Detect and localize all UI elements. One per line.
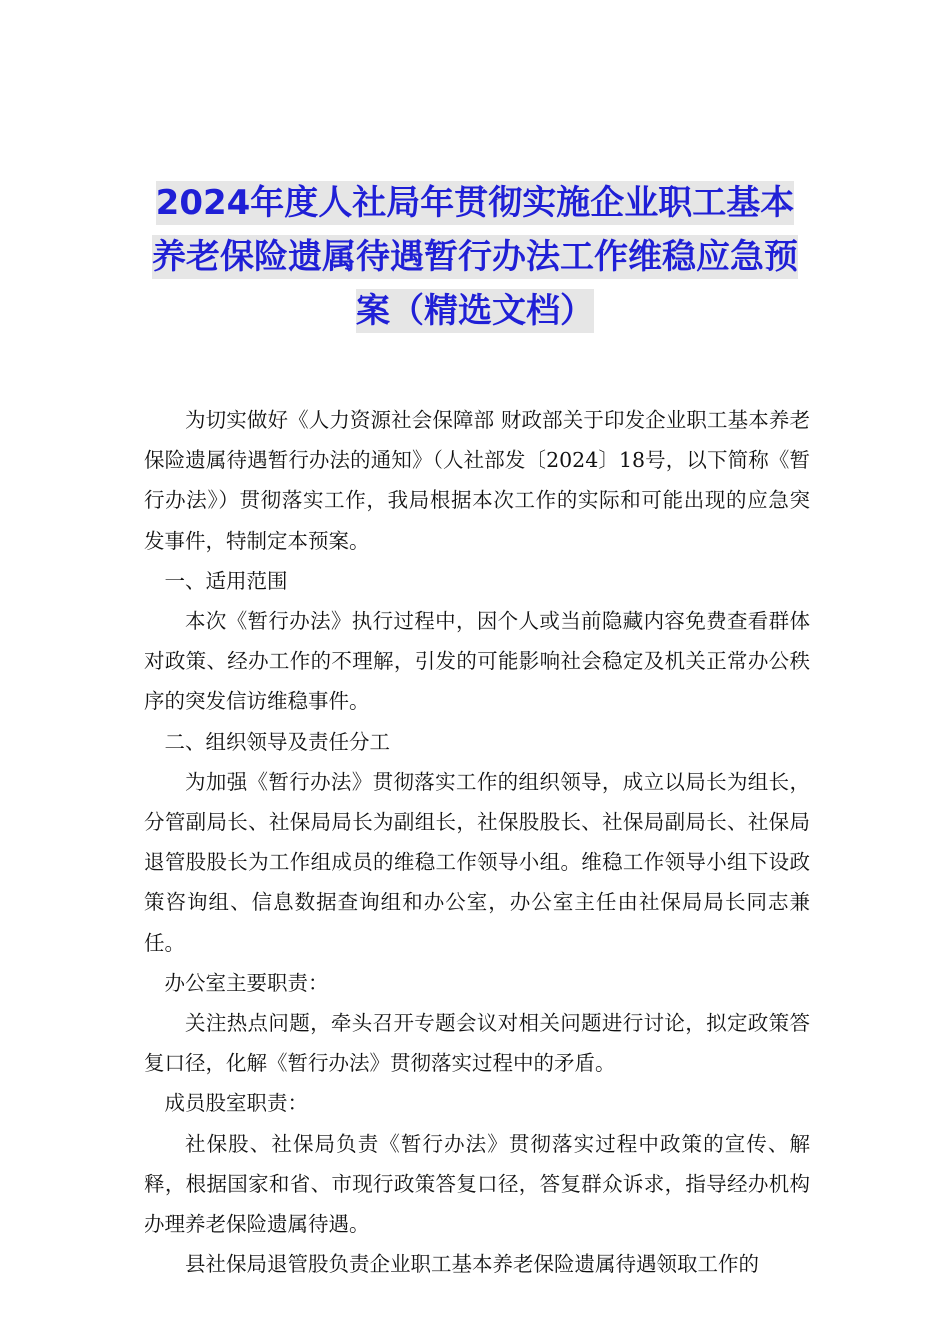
paragraph-office-duties: 关注热点问题，牵头召开专题会议对相关问题进行讨论，拟定政策答复口径，化解《暂行办法》贯彻落实过程中的矛盾。 (144, 1011, 810, 1076)
paragraph-organization: 为加强《暂行办法》贯彻落实工作的组织领导，成立以局长为组长，分管副局长、社保局局长为副组长，社保股股长、社保局副局长、社保局退管股股长为工作组成员的维稳工作领导小组。维稳工作领导小组下设政策咨询组、信息数据查询组和办公室，办公室主任由社保局局长同志兼任。 (144, 769, 810, 955)
document-title (140, 176, 810, 338)
document-body (144, 400, 810, 1284)
section-heading-organization: 二、组织领导及责任分工 (164, 729, 390, 754)
document-title-text: 2024年度人社局年贯彻实施企业职工基本养老保险遗属待遇暂行办法工作维稳应急预案（精选文档） (152, 183, 798, 331)
section-heading-scope: 一、适用范围 (164, 568, 288, 593)
subheading-member-duties: 成员股室职责： (164, 1091, 308, 1116)
paragraph-intro: 为切实做好《人力资源社会保障部 财政部关于印发企业职工基本养老保险遗属待遇暂行办法的通知》（人社部发〔2024〕18号，以下简称《暂行办法》）贯彻落实工作，我局根据本次工作的实际和可能出现的应急突发事件，特制定本预案。 (144, 408, 810, 553)
paragraph-retirement-dept: 县社保局退管股负责企业职工基本养老保险遗属待遇领取工作的 (185, 1252, 759, 1277)
paragraph-scope: 本次《暂行办法》执行过程中，因个人或当前隐藏内容免费查看群体对政策、经办工作的不理解，引发的可能影响社会稳定及机关正常办公秩序的突发信访维稳事件。 (144, 609, 810, 714)
subheading-office-duties: 办公室主要职责： (164, 970, 329, 995)
paragraph-member-duties: 社保股、社保局负责《暂行办法》贯彻落实过程中政策的宣传、解释，根据国家和省、市现行政策答复口径，答复群众诉求，指导经办机构办理养老保险遗属待遇。 (144, 1131, 810, 1237)
